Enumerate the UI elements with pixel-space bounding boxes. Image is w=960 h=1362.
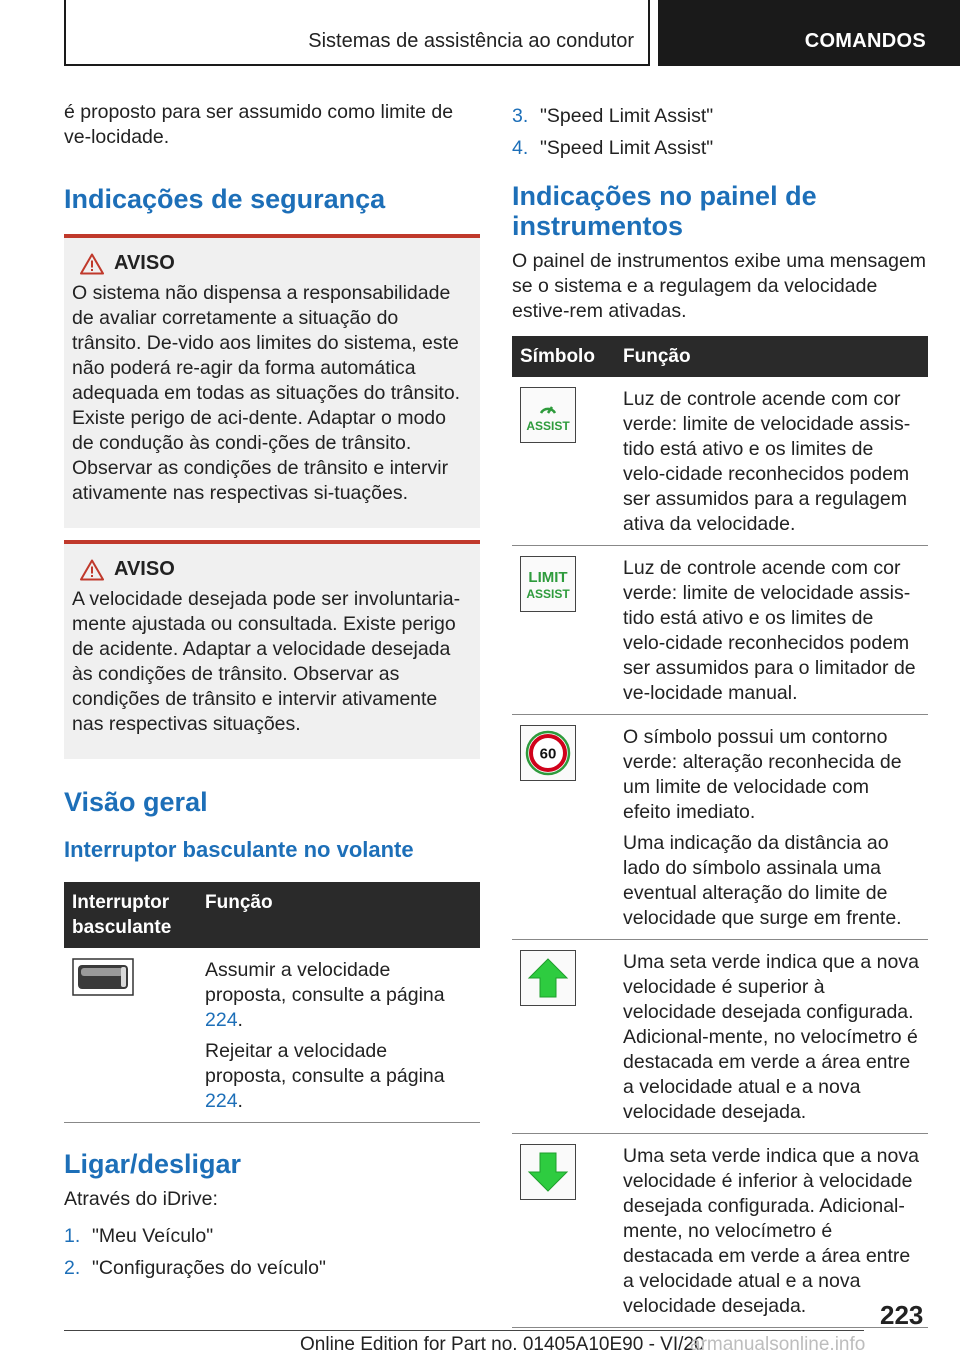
function-cell: [615, 377, 928, 546]
table-header-row: [512, 336, 928, 377]
steps-list: [512, 104, 928, 161]
right-column: [512, 100, 928, 1328]
section-title: Sistemas de assistência ao condutor: [308, 30, 634, 52]
symbol-cell: [512, 1134, 615, 1328]
page-number: 223: [880, 1300, 924, 1330]
step-number: 2.: [64, 1257, 81, 1279]
step-text: "Configurações do veículo": [92, 1257, 326, 1279]
switch-heading: Interruptor basculante no volante: [64, 837, 414, 862]
column-header: Símbolo: [512, 336, 615, 377]
function-cell: [615, 715, 928, 940]
assist-icon: [520, 387, 576, 443]
warning-header: [72, 558, 472, 581]
table-row: [512, 715, 928, 940]
function-text: Assumir a velocidade proposta, consulte a página: [205, 959, 445, 1006]
warning-header: [72, 252, 472, 275]
switch-table: [64, 882, 480, 1123]
step-number: 3.: [512, 105, 529, 127]
chapter-tab: [658, 0, 960, 66]
rocker-switch-icon: [72, 958, 134, 996]
safety-heading: Indicações de segurança: [64, 184, 386, 214]
panel-heading: Indicações no painel de instrumentos: [512, 181, 817, 241]
step-text: "Speed Limit Assist": [540, 105, 714, 127]
symbol-cell: [512, 377, 615, 546]
function-text: Rejeitar a velocidade proposta, consulte a página: [205, 1040, 445, 1087]
page-header: [0, 0, 960, 66]
arrow-down-icon: [520, 1144, 576, 1200]
watermark: armanualsonline.info: [690, 1334, 866, 1355]
step-number: 1.: [64, 1225, 81, 1247]
edition-text: Online Edition for Part no. 01405A10E90 - VI/20: [300, 1334, 705, 1355]
overview-heading: Visão geral: [64, 787, 208, 817]
limit-assist-icon: [520, 556, 576, 612]
list-item: [512, 104, 928, 129]
speed-sign-icon: [520, 725, 576, 781]
limit-label: LIMIT: [528, 569, 568, 586]
panel-intro: O painel de instrumentos exibe uma mensagem se o sistema e a regulagem da velocidade estive-rem ativadas.: [512, 250, 927, 322]
warning-text: O sistema não dispensa a responsabilidade de avaliar corretamente a situação do trânsito. De-vido aos limites do sistema, este não poderá re-agir da forma automática adequada em todas as situações do trânsito. Existe perigo de aci-dente. Adaptar o modo de condução às condi-ções de trânsito. Observar as condições de trânsito e intervir ativamente nas respectivas si-tuações.: [72, 282, 461, 504]
column-header: Função: [197, 882, 480, 948]
column-header: Interruptor basculante: [64, 882, 197, 948]
symbol-cell: [512, 940, 615, 1134]
limit-assist-label: ASSIST: [526, 587, 570, 601]
chapter-title: COMANDOS: [804, 30, 926, 52]
function-text: Uma indicação da distância ao lado do símbolo assinala uma eventual alteração do limite de velocidade que surge em frente.: [623, 832, 902, 929]
column-header: Função: [615, 336, 928, 377]
function-cell: [197, 948, 480, 1123]
symbol-cell: [64, 948, 197, 1123]
intro-text: é proposto para ser assumido como limite de ve-locidade.: [64, 101, 454, 148]
function-cell: [615, 940, 928, 1134]
symbol-table: [512, 336, 928, 1328]
symbol-cell: [512, 715, 615, 940]
warning-title: AVISO: [114, 252, 175, 274]
onoff-intro: Através do iDrive:: [64, 1188, 218, 1210]
page-link[interactable]: 224: [205, 1009, 238, 1031]
table-row: [512, 1134, 928, 1328]
function-text: Luz de controle acende com cor verde: limite de velocidade assis-tido está ativo e os limites de velo-cidade reconhecidos podem ser assumidos para a regulagem ativa da velocidade.: [623, 388, 911, 535]
arrow-up-icon: [520, 950, 576, 1006]
step-text: "Meu Veículo": [92, 1225, 214, 1247]
left-column: [64, 100, 480, 1288]
onoff-heading: Ligar/desligar: [64, 1149, 242, 1179]
list-item: [64, 1224, 480, 1249]
steps-list: [64, 1224, 480, 1281]
assist-label: ASSIST: [526, 419, 570, 433]
list-item: [64, 1256, 480, 1281]
function-text: Luz de controle acende com cor verde: limite de velocidade assis-tido está ativo e os limites de velo-cidade reconhecidos podem ser assumidos para o limitador de ve-locidade manual.: [623, 557, 916, 704]
function-text: Uma seta verde indica que a nova velocidade é inferior à velocidade desejada configurada. Adicional-mente, no velocímetro é destacada em verde a área entre a velocidade atual e a nova velocidade desejada.: [623, 1145, 919, 1317]
speed-label: 60: [539, 745, 557, 763]
function-cell: [615, 1134, 928, 1328]
warning-triangle-icon: [80, 253, 104, 275]
warning-box-2: [64, 540, 480, 759]
section-tab: [64, 0, 650, 66]
step-number: 4.: [512, 137, 529, 159]
warning-box-1: [64, 234, 480, 528]
function-text: Uma seta verde indica que a nova velocidade é superior à velocidade desejada configurada. Adicional-mente, no velocímetro é destacada em verde a área entre a velocidade atual e a nova velocidade desejada.: [623, 951, 919, 1123]
warning-title: AVISO: [114, 558, 175, 580]
list-item: [512, 136, 928, 161]
function-text: O símbolo possui um contorno verde: alteração reconhecida de um limite de velocidade com efeito imediato.: [623, 726, 902, 823]
function-text-end: .: [237, 1090, 243, 1112]
warning-triangle-icon: [80, 559, 104, 581]
function-cell: [615, 546, 928, 715]
table-header-row: [64, 882, 480, 948]
table-row: [512, 940, 928, 1134]
warning-text: A velocidade desejada pode ser involuntaria-mente ajustada ou consultada. Existe perigo de acidente. Adaptar a velocidade desejada às condições de trânsito. Observar as condições de trânsito e intervir ativamente nas respectivas situações.: [72, 588, 461, 735]
step-text: "Speed Limit Assist": [540, 137, 714, 159]
function-text-end: .: [237, 1009, 243, 1031]
page-link[interactable]: 224: [205, 1090, 238, 1112]
table-row: [512, 546, 928, 715]
footer-divider: [64, 1330, 864, 1331]
table-row: [512, 377, 928, 546]
symbol-cell: [512, 546, 615, 715]
table-row: [64, 948, 480, 1123]
